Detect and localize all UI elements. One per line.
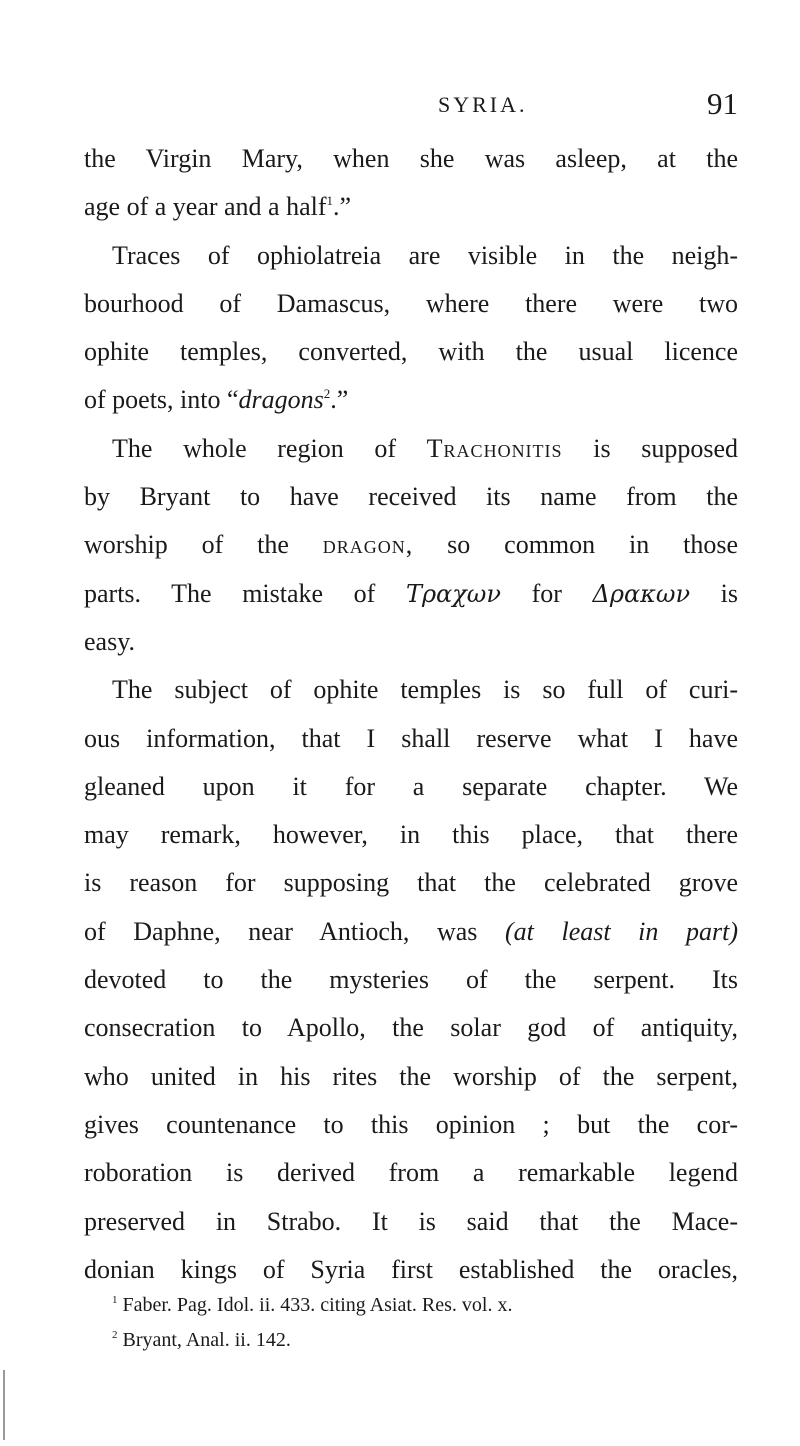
text-line: gives countenance to this opinion ; but the cor- — [84, 1109, 738, 1139]
text-line: ous information, that I shall reserve what I have — [84, 723, 738, 753]
text-line: may remark, however, in this place, that there — [84, 820, 738, 850]
footnote-text: Bryant, Anal. ii. 142. — [122, 1329, 291, 1351]
running-title: SYRIA. — [438, 92, 528, 117]
footnotes — [112, 1288, 738, 1358]
text-line: age of a year and a half$^1$.” — [84, 192, 352, 222]
text-line: is reason for supposing that the celebrated grove — [84, 868, 738, 898]
text-line: by Bryant to have received its name from the — [84, 482, 738, 512]
text-line: the Virgin Mary, when she was asleep, at the — [84, 144, 738, 173]
page-number: 91 — [707, 86, 738, 121]
scan-edge-mark — [3, 1370, 5, 1440]
text-line: of Daphne, near Antioch, was (at least in part) — [84, 916, 738, 946]
text-line: who united in his rites the worship of the serpent, — [84, 1061, 738, 1091]
text-line: donian kings of Syria first established the oracles, — [84, 1254, 738, 1284]
text-line: preserved in Strabo. It is said that the Mace- — [84, 1206, 738, 1236]
footnote — [112, 1323, 738, 1358]
text-line: Traces of ophiolatreia are visible in the neigh- — [112, 240, 738, 270]
text-line: consecration to Apollo, the solar god of antiquity, — [84, 1013, 738, 1043]
text-line: worship of the dragon, so common in those — [84, 530, 738, 560]
text-line: bourhood of Damascus, where there were two — [84, 288, 738, 318]
text-line: of poets, into “dragons$^2$.” — [84, 385, 349, 415]
footnote — [112, 1288, 738, 1323]
text-line: The whole region of Trachonitis is supposed — [112, 433, 738, 463]
text-line: devoted to the mysteries of the serpent. Its — [84, 965, 738, 995]
text-line: gleaned upon it for a separate chapter. We — [84, 771, 738, 801]
footnote-text: Faber. Pag. Idol. ii. 433. citing Asiat. Res. vol. x. — [122, 1294, 513, 1316]
text-line: roboration is derived from a remarkable legend — [84, 1158, 738, 1188]
text-line: ophite temples, converted, with the usual licence — [84, 337, 738, 367]
running-head — [438, 86, 738, 126]
footnote-marker: 1 — [112, 1294, 118, 1306]
text-line: parts. The mistake of Τραχων for Δρακων is — [84, 578, 738, 608]
footnote-ref: 1 — [326, 193, 334, 209]
text-line: The subject of ophite temples is so full of curi- — [112, 675, 738, 705]
footnote-marker: 2 — [112, 1329, 118, 1341]
body-text — [84, 135, 738, 1294]
footnote-ref: 2 — [323, 386, 331, 402]
text-line: easy. — [84, 626, 136, 656]
